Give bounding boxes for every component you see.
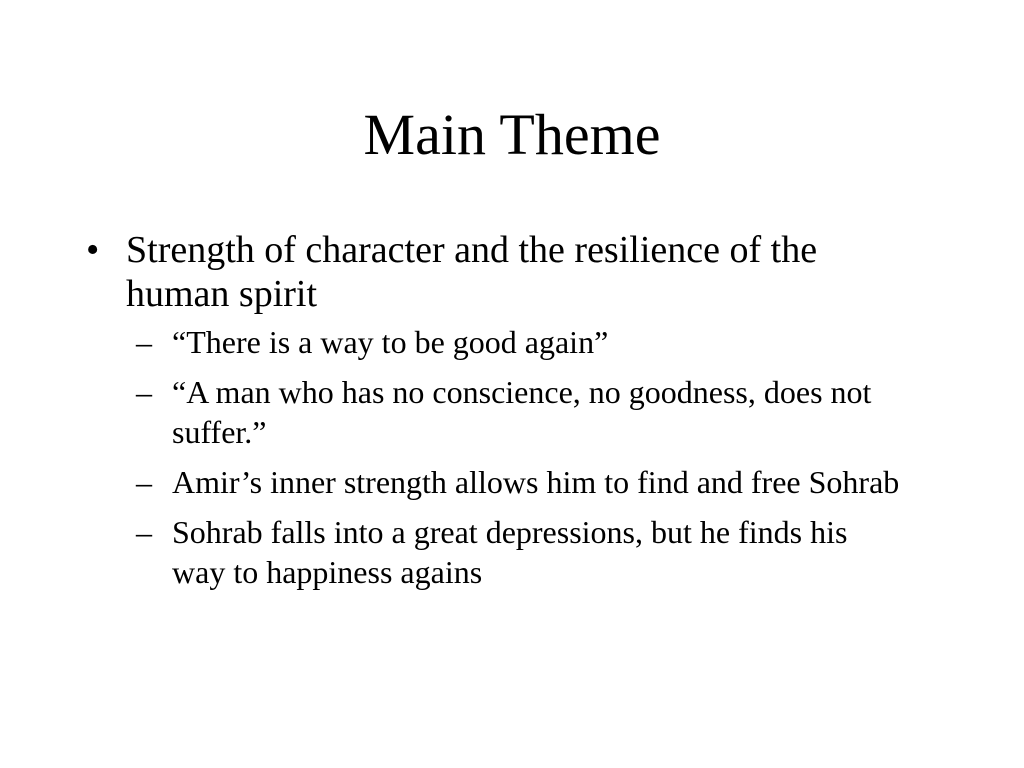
slide-body (86, 228, 946, 602)
bullet-marker: • (86, 229, 100, 271)
sub-bullet-marker: – (136, 324, 152, 360)
slide-title: Main Theme (363, 102, 661, 167)
sub-bullet-list (86, 322, 946, 592)
sub-bullet-item (136, 512, 946, 592)
sub-bullet-text: Sohrab falls into a great depressions, but he finds his way to happiness agains (172, 514, 848, 590)
sub-bullet-text: Amir’s inner strength allows him to find and free Sohrab (172, 464, 900, 500)
sub-bullet-item (136, 462, 946, 502)
sub-bullet-marker: – (136, 374, 152, 410)
sub-bullet-marker: – (136, 464, 152, 500)
sub-bullet-item (136, 372, 946, 452)
bullet-item (86, 228, 946, 316)
sub-bullet-item (136, 322, 946, 362)
sub-bullet-marker: – (136, 514, 152, 550)
sub-bullet-text: “There is a way to be good again” (172, 324, 609, 360)
sub-bullet-text: “A man who has no conscience, no goodness, does not suffer.” (172, 374, 872, 450)
bullet-text: Strength of character and the resilience of the human spirit (126, 229, 818, 315)
